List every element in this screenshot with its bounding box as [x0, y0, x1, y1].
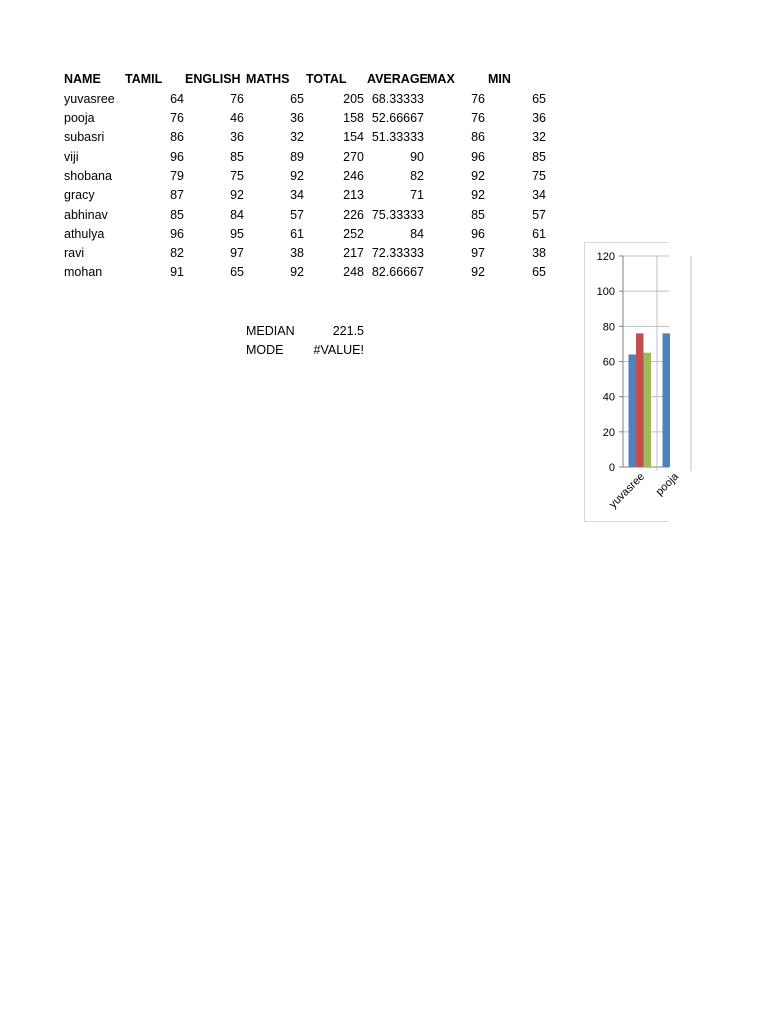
cell-tamil: 85: [170, 208, 184, 222]
cell-max: 86: [471, 130, 485, 144]
cell-tamil: 96: [170, 150, 184, 164]
cell-max: 85: [471, 208, 485, 222]
cell-min: 65: [532, 265, 546, 279]
bar: [663, 333, 671, 467]
cell-maths: 57: [290, 208, 304, 222]
cell-maths: 92: [290, 265, 304, 279]
cell-total: 252: [343, 227, 364, 241]
cell-total: 154: [343, 130, 364, 144]
cell-max: 92: [471, 265, 485, 279]
cell-max: 76: [471, 92, 485, 106]
cell-total: 217: [343, 246, 364, 260]
cell-total: 213: [343, 188, 364, 202]
cell-min: 65: [532, 92, 546, 106]
cell-tamil: 82: [170, 246, 184, 260]
cell-name: athulya: [64, 227, 105, 241]
y-tick-label: 20: [602, 426, 615, 439]
cell-min: 38: [532, 246, 546, 260]
cell-name: pooja: [64, 111, 95, 125]
cell-average: 68.33333: [371, 92, 424, 106]
cell-total: 226: [343, 208, 364, 222]
cell-maths: 89: [290, 150, 304, 164]
cell-name: abhinav: [64, 208, 108, 222]
mode-label: MODE: [246, 343, 284, 357]
cell-min: 36: [532, 111, 546, 125]
header-max: MAX: [427, 72, 455, 86]
cell-tamil: 79: [170, 169, 184, 183]
cell-average: 72.33333: [371, 246, 424, 260]
cell-min: 32: [532, 130, 546, 144]
median-value: 221.5: [332, 324, 364, 338]
header-tamil: TAMIL: [125, 72, 163, 86]
cell-english: 84: [230, 208, 244, 222]
column-chart: [584, 242, 682, 522]
header-name: NAME: [64, 72, 101, 86]
header-average: AVERAGE: [367, 72, 428, 86]
cell-name: shobana: [64, 169, 112, 183]
cell-name: subasri: [64, 130, 105, 144]
cell-name: mohan: [64, 265, 103, 279]
cell-min: 57: [532, 208, 546, 222]
cell-max: 96: [471, 150, 485, 164]
cell-min: 61: [532, 227, 546, 241]
cell-maths: 65: [290, 92, 304, 106]
cell-max: 96: [471, 227, 485, 241]
y-tick-label: 80: [602, 321, 615, 334]
cell-total: 270: [343, 150, 364, 164]
cell-maths: 32: [290, 130, 304, 144]
chart-canvas: [585, 243, 682, 521]
cell-average: 75.33333: [371, 208, 424, 222]
cell-english: 36: [230, 130, 244, 144]
y-tick-label: 100: [596, 286, 615, 299]
cell-tamil: 86: [170, 130, 184, 144]
cell-name: ravi: [64, 246, 85, 260]
median-label: MEDIAN: [246, 324, 295, 338]
header-english: ENGLISH: [185, 72, 241, 86]
cell-total: 158: [343, 111, 364, 125]
cell-average: 71: [410, 188, 424, 202]
cell-min: 34: [532, 188, 546, 202]
cell-tamil: 87: [170, 188, 184, 202]
y-tick-label: 0: [608, 462, 615, 474]
cell-total: 246: [343, 169, 364, 183]
header-maths: MATHS: [246, 72, 290, 86]
cell-average: 84: [410, 227, 424, 241]
cell-english: 97: [230, 246, 244, 260]
cell-maths: 36: [290, 111, 304, 125]
cell-tamil: 91: [170, 265, 184, 279]
y-tick-label: 120: [596, 251, 615, 263]
cell-maths: 34: [290, 188, 304, 202]
cell-name: viji: [64, 150, 79, 164]
cell-average: 82: [410, 169, 424, 183]
mode-value: #VALUE!: [313, 343, 364, 357]
cell-min: 75: [532, 169, 546, 183]
cell-english: 92: [230, 188, 244, 202]
cell-max: 76: [471, 111, 485, 125]
cell-english: 75: [230, 169, 244, 183]
cell-maths: 38: [290, 246, 304, 260]
cell-maths: 61: [290, 227, 304, 241]
y-tick-label: 60: [602, 356, 615, 369]
cell-english: 46: [230, 111, 244, 125]
cell-maths: 92: [290, 169, 304, 183]
cell-english: 65: [230, 265, 244, 279]
cell-english: 95: [230, 227, 244, 241]
cell-average: 52.66667: [371, 111, 424, 125]
bar: [629, 354, 637, 467]
cell-average: 82.66667: [371, 265, 424, 279]
cell-tamil: 76: [170, 111, 184, 125]
x-tick-label: pooja: [653, 470, 682, 499]
cell-total: 205: [343, 92, 364, 106]
cell-total: 248: [343, 265, 364, 279]
cell-name: gracy: [64, 188, 95, 202]
cell-name: yuvasree: [64, 92, 115, 106]
bar: [636, 333, 644, 467]
cell-tamil: 64: [170, 92, 184, 106]
cell-max: 92: [471, 169, 485, 183]
header-min: MIN: [488, 72, 511, 86]
cell-average: 51.33333: [371, 130, 424, 144]
cell-max: 97: [471, 246, 485, 260]
cell-average: 90: [410, 150, 424, 164]
header-total: TOTAL: [306, 72, 347, 86]
bar: [644, 353, 652, 467]
cell-min: 85: [532, 150, 546, 164]
x-tick-label: yuvasree: [607, 470, 648, 511]
y-tick-label: 40: [602, 391, 615, 404]
cell-english: 85: [230, 150, 244, 164]
cell-tamil: 96: [170, 227, 184, 241]
cell-max: 92: [471, 188, 485, 202]
cell-english: 76: [230, 92, 244, 106]
